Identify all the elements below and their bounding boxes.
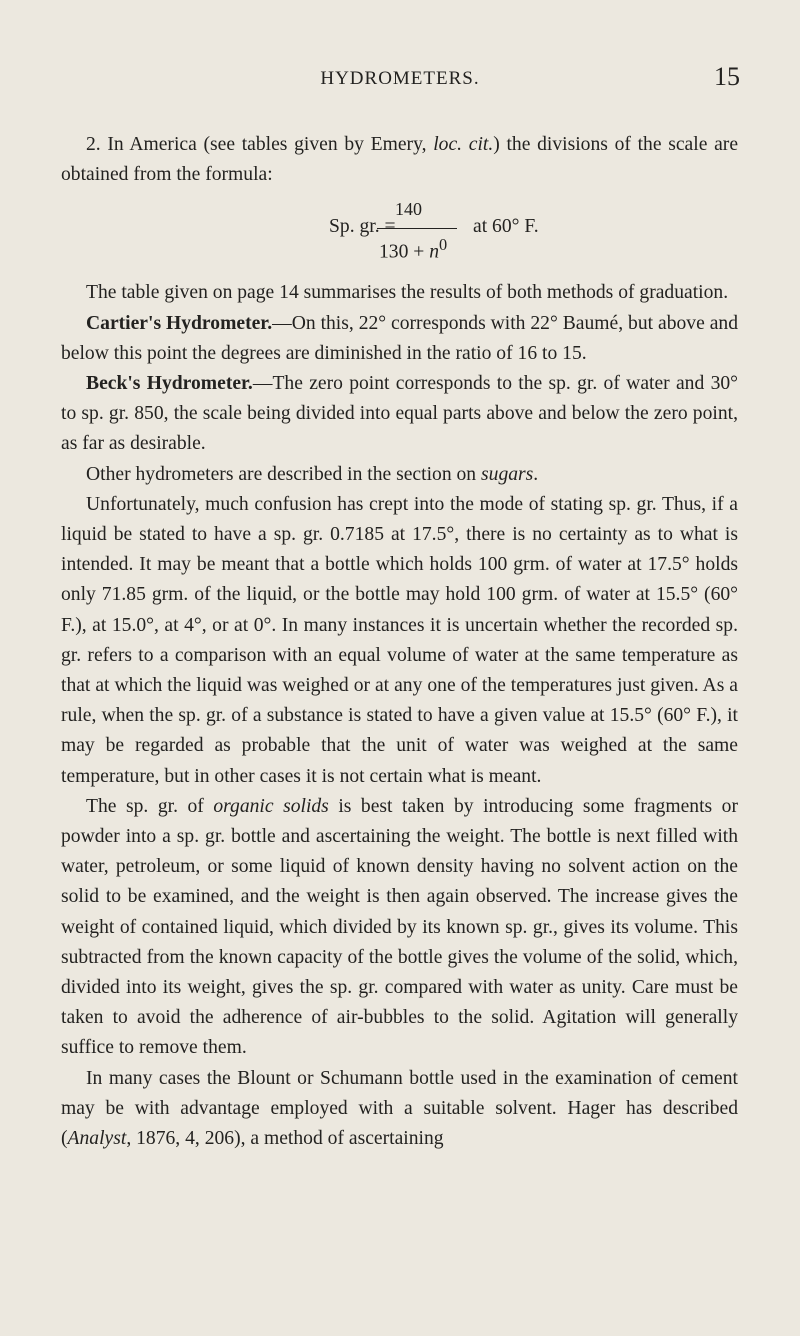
section-heading: Beck's Hydrometer. [86,373,253,395]
paragraph-confusion: Unfortunately, much confusion has crept into the mode of stating sp. gr. Thus, if a liquid be stated to have a sp. gr. 0.7185 at 17.5°, there is no certainty as to what is intended. It may be meant that a bottle which holds 100 grm. of water at 17.5° holds only 71.85 grm. of the liquid, or the bottle may hold 100 grm. of water at 15.5° (60° F.), at 15.0°, at 4°, or at 0°. In many instances it is uncertain whether the recorded sp. gr. refers to a comparison with an equal volume of water at the same temperature as that at which the liquid was weighed or at any one of the temperatures just given. As a rule, when the sp. gr. of a substance is stated to have a given value at 15.5° (60° F.), it may be regarded as probable that the unit of water was weighed at the same temperature, but in other cases it is not certain what is meant. [61,493,738,787]
citation: loc. cit. [433,134,494,155]
paragraph-text: —On this, 22° corresponds with 22° Baumé, but above and below this point the degrees are diminished in the ratio of 16 to 15. [61,312,738,364]
paragraph-text: 2. In America (see tables given by Emery, [86,134,434,155]
page-number: 15 [714,62,740,91]
body-text [61,130,738,1154]
paragraph-text: —The zero point corresponds to the sp. gr. of water and 30° to sp. gr. 850, the scale being divided into equal parts above and below the zero point, as far as desirable. [61,373,738,455]
paragraph-text: Other hydrometers are described in the section on [86,463,482,485]
formula [61,190,738,278]
paragraph-cartier [61,309,738,369]
paragraph-other-hydrometers [61,460,738,490]
paragraph-text: In many cases the Blount or Schumann bottle used in the examination of cement may be with advantage employed with a suitable solvent. Hager has described ( [61,1067,738,1150]
paragraph-blount-schumann [61,1064,738,1155]
formula-denominator [379,230,447,268]
running-head-title: HYDROMETERS. [320,68,480,89]
section-heading: Cartier's Hydrometer. [86,312,273,334]
formula-lhs: Sp. gr. = [329,216,396,238]
running-head [60,60,740,100]
emphasis: organic solids [213,795,329,817]
paragraph-text: . [533,463,539,485]
paragraph-america-formula [61,130,738,190]
paragraph-text: ) the divisions of the scale are obtained from the formula: [61,134,739,186]
paragraph-table-summary: The table given on page 14 summarises the results of both methods of graduation. [86,282,729,304]
paragraph-text: The sp. gr. of [86,795,214,817]
paragraph-text: is best taken by introducing some fragments or powder into a sp. gr. bottle and ascertaining the weight. The bottle is next filled with water, petroleum, or some liquid of known density having no solvent action on the solid to be examined, and the weight is then again observed. The increase gives the weight of contained liquid, which divided by its known sp. gr., gives its volume. This subtracted from the known capacity of the bottle gives the volume of the solid, which, divided into its weight, gives the sp. gr. compared with water as unity. Care must be taken to avoid the adherence of air-bubbles to the solid. Agitation will generally suffice to remove them. [61,795,738,1059]
formula-numerator: 140 [395,199,422,220]
paragraph-beck [61,369,738,460]
denominator-number: 130 + [379,241,430,263]
formula-condition: at 60° F. [473,216,539,238]
paragraph-organic-solids [61,792,738,1064]
citation: Analyst [67,1128,127,1150]
fraction-bar [377,228,457,229]
denominator-degree: 0 [439,235,448,255]
denominator-variable: n [429,241,440,263]
paragraph-text: , 1876, 4, 206), a method of ascertaining [126,1128,444,1150]
emphasis: sugars [481,463,534,485]
